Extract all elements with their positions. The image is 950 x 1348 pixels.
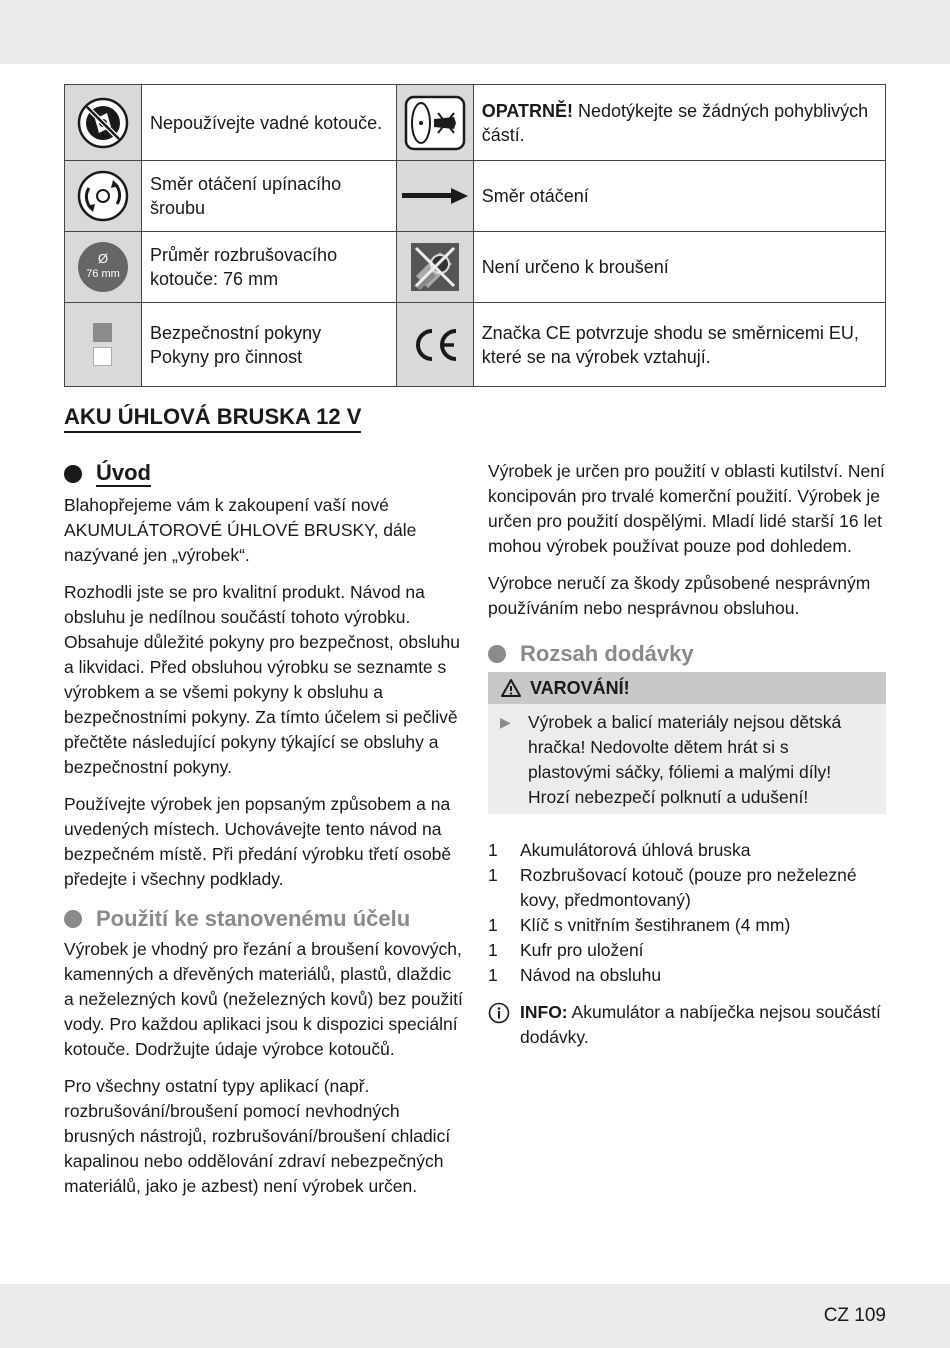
bullet-icon [64, 465, 82, 483]
warning-triangle-icon [500, 678, 522, 698]
bullet-icon [488, 645, 506, 663]
symbol-text: Značka CE potvrzuje shodu se směrnicemi EU, které se na výrobek vztahují. [473, 303, 885, 387]
paragraph: Používejte výrobek jen popsaným způsobem a na uvedených místech. Uchovávejte tento návod na bezpečném místě. Při předání výrobku třetí osobě předejte i všechny podklady. [64, 794, 452, 889]
caution-hand-icon [404, 95, 466, 151]
legend-action: Pokyny pro činnost [150, 346, 303, 367]
symbol-cell [65, 232, 142, 303]
info-note [488, 1000, 886, 1050]
section-heading-use: Použití ke stanovenému účelu [64, 906, 464, 931]
bullet-icon [64, 910, 82, 928]
legend-squares-icon [92, 322, 114, 368]
symbol-text: Směr otáčení [473, 161, 885, 232]
list-item: 1 Kufr pro uložení [488, 940, 644, 960]
symbol-cell [396, 303, 473, 387]
warning-header [488, 672, 886, 704]
info-icon [488, 1000, 520, 1050]
symbol-text: Průměr rozbrušovacího kotouče: 76 mm [142, 232, 397, 303]
symbol-cell [65, 303, 142, 387]
section-heading-intro: Úvod [64, 460, 464, 487]
no-defective-disc-icon [77, 97, 129, 149]
left-column [64, 460, 464, 1211]
list-item: 1 Klíč s vnitřním šestihranem (4 mm) [488, 915, 791, 935]
list-item: 1 Akumulátorová úhlová bruska [488, 840, 751, 860]
info-text: Akumulátor a nabíječka nejsou součástí dodávky. [520, 1002, 881, 1047]
section-heading-scope: Rozsah dodávky [488, 641, 886, 666]
warning-text: Výrobek a balicí materiály nejsou dětská hračka! Nedovolte dětem hrát si s plastovými sáčky, fóliemi a malými díly! Hrozí nebezpečí polknutí a udušení! [528, 712, 842, 807]
footer-band [0, 1284, 950, 1348]
page-title: AKU ÚHLOVÁ BRUSKA 12 V [64, 404, 361, 433]
diameter-symbol: Ø [97, 251, 109, 266]
legend-safety: Bezpečnostní pokyny [150, 322, 322, 343]
play-bullet-icon: ▶ [500, 714, 511, 730]
delivery-list [488, 838, 886, 988]
symbol-text [473, 85, 885, 161]
caution-text: Nedotýkejte se žádných pohyblivých částí. [481, 100, 869, 145]
caution-label: OPATRNĚ! [481, 100, 574, 121]
paragraph: Výrobce neručí za škody způsobené nesprávným používáním nebo nesprávnou obsluhou. [488, 573, 871, 618]
paragraph: Pro všechny ostatní typy aplikací (např. rozbrušování/broušení pomocí nevhodných brusných nástrojů, rozbrušování/broušení chladicí kapalinou nebo oddělování zdraví nebezpečných materiálů, jako je azbest) není výrobek určen. [64, 1076, 451, 1196]
paragraph: Výrobek je vhodný pro řezání a broušení kovových, kamenných a dřevěných materiálů, plastů, dlaždic a neželezných kovů (neželezných kovů) bez použití vody. Pro každou aplikaci jsou k dispozici speciální kotouče. Dodržujte údaje výrobce kotoučů. [64, 939, 463, 1059]
paragraph: Blahopřejeme vám k zakoupení vaší nové AKUMULÁTOROVÉ ÚHLOVÉ BRUSKY, dále nazývané jen „výrobek“. [64, 495, 417, 565]
flange-rotation-icon [77, 170, 129, 222]
header-band [0, 0, 950, 64]
warning-box [488, 672, 886, 814]
arrow-right-icon [401, 187, 469, 205]
symbol-cell [396, 161, 473, 232]
right-column [488, 459, 886, 1050]
ce-mark-icon [410, 327, 460, 363]
symbol-cell [396, 232, 473, 303]
diameter-icon [77, 241, 129, 293]
paragraph: Rozhodli jste se pro kvalitní produkt. Návod na obsluhu je nedílnou součástí tohoto výrobku. Obsahuje důležité pokyny pro bezpečnost, obsluhu a likvidaci. Před obsluhou výrobku se seznamte s výrobkem a se všemi pokyny k obsluhu a bezpečnostními pokyny. Za tímto účelem si pečlivě přečtěte následující pokyny týkající se obsluhy a bezpečnostní pokyny. [64, 582, 460, 777]
symbol-cell [65, 85, 142, 161]
warning-title: VAROVÁNÍ! [530, 677, 630, 698]
diameter-value: 76 mm [86, 268, 120, 280]
page-number: CZ 109 [823, 1305, 886, 1326]
symbol-text: Směr otáčení upínacího šroubu [142, 161, 397, 232]
symbol-text: Není určeno k broušení [473, 232, 885, 303]
info-label: INFO: [520, 1002, 568, 1022]
symbol-text: Nepoužívejte vadné kotouče. [142, 85, 397, 161]
list-item: 1 Návod na obsluhu [488, 965, 662, 985]
symbol-cell [65, 161, 142, 232]
symbols-table [64, 84, 886, 387]
list-item: 1 Rozbrušovací kotouč (pouze pro neželezné kovy, předmontovaný) [488, 865, 857, 910]
symbol-text [142, 303, 397, 387]
symbol-cell [396, 85, 473, 161]
paragraph: Výrobek je určen pro použití v oblasti kutilství. Není koncipován pro trvalé komerční použití. Výrobek je určen pro použití dospělými. Mladí lidé starší 16 let mohou výrobek používat pouze pod dohledem. [488, 461, 885, 556]
no-grinding-icon [410, 242, 460, 292]
warning-body [488, 704, 886, 814]
